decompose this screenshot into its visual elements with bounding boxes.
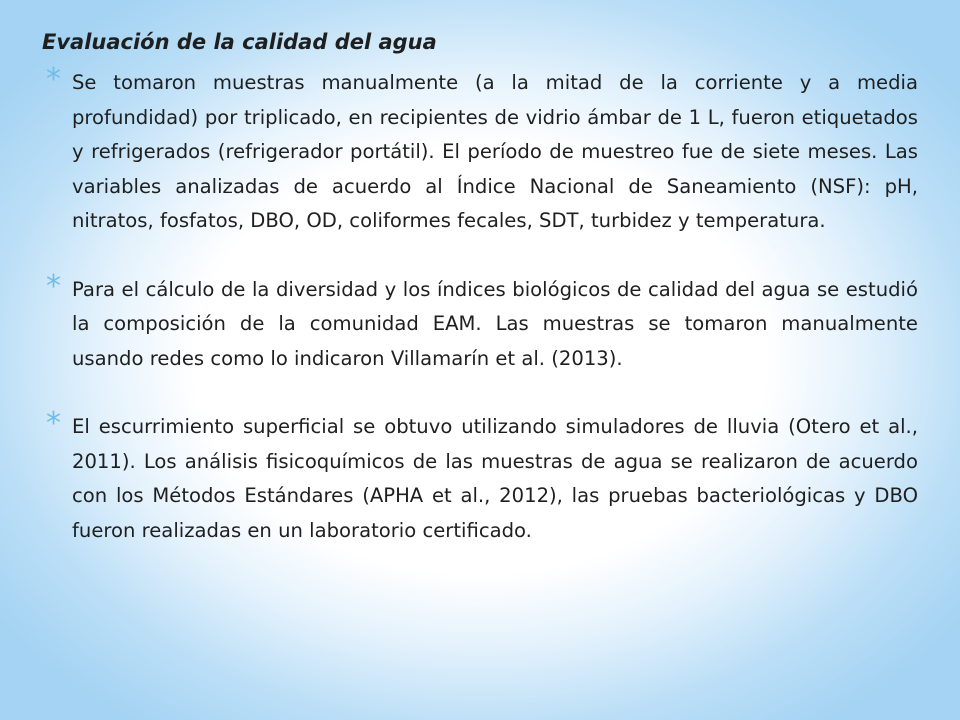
bullet-item-sampling [46,62,918,239]
bullet-text: El escurrimiento superficial se obtuvo utilizando simuladores de lluvia (Otero et al., 2011). Los análisis fisicoquímicos de las muestras de agua se realizaron de acuerdo con los Métodos Estándares (APHA et al., 2012), las pruebas bacteriológicas y DBO fueron realizadas en un laboratorio certificado. [72,415,918,542]
bullet-item-diversity [46,268,918,377]
asterisk-bullet-icon: * [46,406,61,441]
bullet-item-runoff [46,406,918,548]
bullet-text: Para el cálculo de la diversidad y los índices biológicos de calidad del agua se estudió la composición de la comunidad EAM. Las muestras se tomaron manualmente usando redes como lo indicaron Villamarín et al. (2013). [72,277,918,370]
bullet-list [46,62,918,548]
slide-title: Evaluación de la calidad del agua [42,30,437,54]
asterisk-bullet-icon: * [46,268,61,304]
asterisk-bullet-icon: * [46,62,61,97]
bullet-text: Se tomaron muestras manualmente (a la mitad de la corriente y a media profundidad) por triplicado, en recipientes de vidrio ámbar de 1 L, fueron etiquetados y refrigerados (refrigerador portátil). El período de muestreo fue de siete meses. Las variables analizadas de acuerdo al Índice Nacional de Saneamiento (NSF): pH, nitratos, fosfatos, DBO, OD, coliformes fecales, SDT, turbidez y temperatura. [72,71,918,232]
